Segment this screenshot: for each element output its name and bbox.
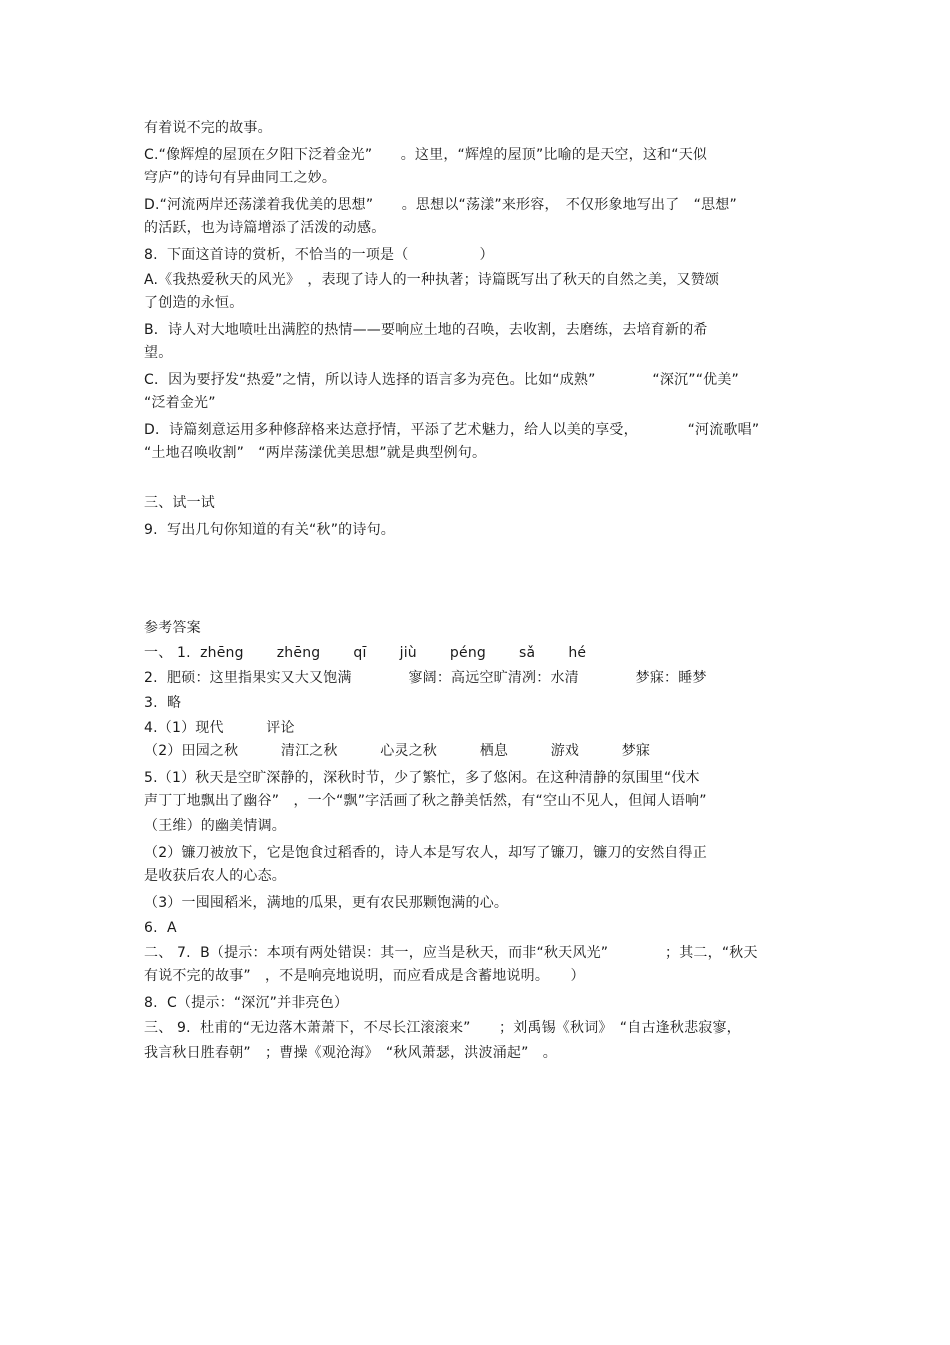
q8-option-a-line2: 了创造的永恒。 [144, 295, 244, 311]
q8-stem: 8. 下面这首诗的赏析，不恰当的一项是（ ） [144, 247, 494, 263]
answers-title: 参考答案 [144, 620, 201, 636]
section-3-title: 三、试一试 [144, 495, 215, 511]
answer-7-line1: 二、 7. B（提示：本项有两处错误：其一，应当是秋天，而非“秋天风光” ；其二，“秋天 [144, 945, 758, 961]
answer-9-line1: 三、 9. 杜甫的“无边落木萧萧下，不尽长江滚滚来” ；刘禹锡《秋词》 “自古逢秋悲寂寥， [144, 1020, 741, 1036]
q7-option-d-line1: D.“河流两岸还荡漾着我优美的思想” 。思想以“荡漾”来形容， 不仅形象地写出了 “思想” [144, 197, 737, 213]
answer-5-part2-line2: 是收获后农人的心态。 [144, 868, 286, 884]
answer-8: 8. C（提示：“深沉”并非亮色） [144, 995, 349, 1011]
q8-option-b-line2: 望。 [144, 345, 173, 361]
answer-4-part2: （2）田园之秋 清江之秋 心灵之秋 栖息 游戏 梦寐 [144, 743, 651, 759]
q9-prompt: 9. 写出几句你知道的有关“秋”的诗句。 [144, 522, 395, 538]
answer-5-part3: （3）一囤囤稻米，满地的瓜果，更有农民那颗饱满的心。 [144, 895, 509, 911]
q8-option-c-line1: C．因为要抒发“热爱”之情，所以诗人选择的语言多为亮色。比如“成熟” “深沉”“优美” [144, 372, 739, 388]
q8-option-d-line1: D．诗篇刻意运用多种修辞格来达意抒情，平添了艺术魅力，给人以美的享受， “河流歌唱” [144, 422, 760, 438]
answer-2: 2. 肥硕：这里指果实又大又饱满 寥阔：高远空旷清冽：水清 梦寐：睡梦 [144, 670, 707, 686]
answer-3: 3. 略 [144, 695, 182, 711]
answer-5-part2-line1: （2）镰刀被放下，它是饱食过稻香的，诗人本是写农人，却写了镰刀，镰刀的安然自得正 [144, 845, 707, 861]
answer-7-line2: 有说不完的故事” ，不是响亮地说明，而应看成是含蓄地说明。 ） [144, 968, 585, 984]
q7-option-c-line2: 穹庐”的诗句有异曲同工之妙。 [144, 170, 337, 186]
q7-option-d-line2: 的活跃，也为诗篇增添了活泼的动感。 [144, 220, 386, 236]
answer-6: 6. A [144, 920, 177, 936]
answer-5-part1-line1: 5.（1）秋天是空旷深静的，深秋时节，少了繁忙，多了悠闲。在这种清静的氛围里“伐木 [144, 770, 700, 786]
answer-9-line2: 我言秋日胜春朝” ；曹操《观沧海》 “秋风萧瑟，洪波涌起” 。 [144, 1045, 557, 1061]
answer-4-part1: 4.（1）现代 评论 [144, 720, 295, 736]
q8-option-d-line2: “土地召唤收割” “两岸荡漾优美思想”就是典型例句。 [144, 445, 487, 461]
answer-1: 一、 1. zhēng zhēng qī jiù péng sǎ hé [144, 645, 587, 661]
q8-option-b-line1: B．诗人对大地喷吐出满腔的热情——要响应土地的召唤，去收割，去磨练，去培育新的希 [144, 322, 708, 338]
q8-option-c-line2: “泛着金光” [144, 395, 216, 411]
answer-5-part1-line3: （王维）的幽美情调。 [144, 818, 286, 834]
q7-option-c-line1: C.“像辉煌的屋顶在夕阳下泛着金光” 。这里，“辉煌的屋顶”比喻的是天空，这和“天似 [144, 147, 708, 163]
q7-option-b-tail: 有着说不完的故事。 [144, 120, 272, 136]
answer-5-part1-line2: 声丁丁地飘出了幽谷” ，一个“飘”字活画了秋之静美恬然，有“空山不见人，但闻人语响” [144, 793, 707, 809]
q8-option-a-line1: A.《我热爱秋天的风光》 ，表现了诗人的一种执著；诗篇既写出了秋天的自然之美，又赞颂 [144, 272, 720, 288]
